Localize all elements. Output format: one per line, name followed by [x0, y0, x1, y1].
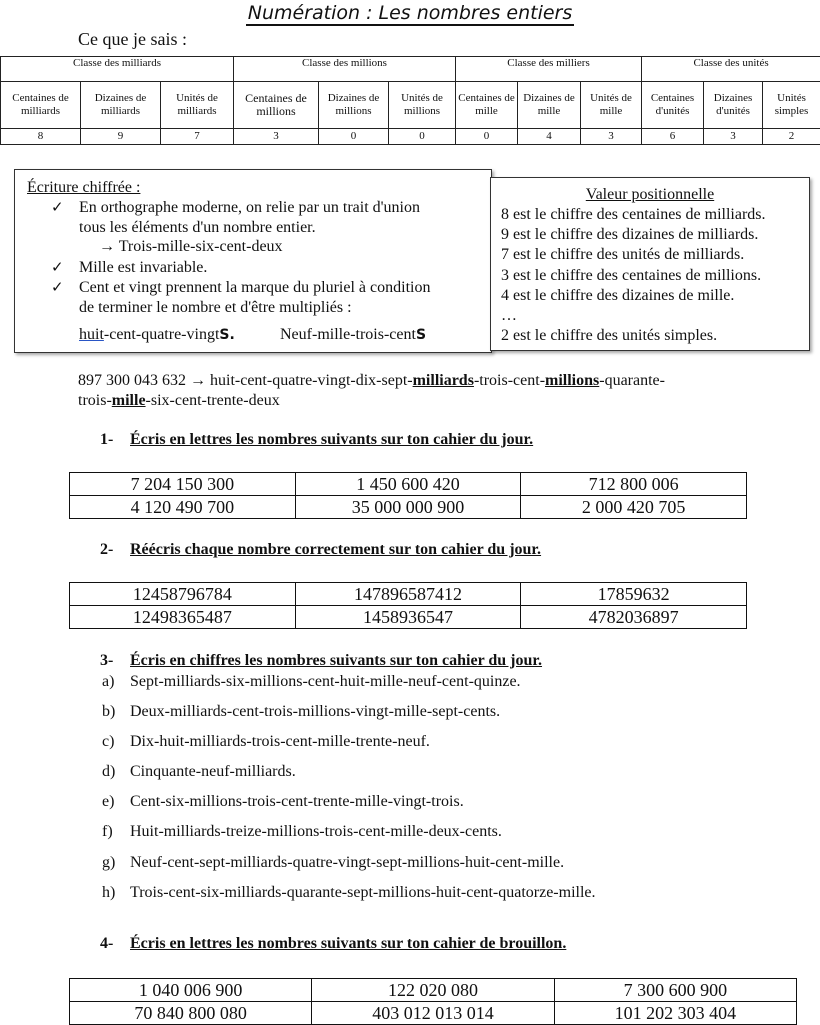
table-cell: 2 000 420 705 — [521, 496, 747, 519]
valeur-positionnelle-box — [490, 177, 810, 351]
column-header: Dizaines d'unités — [704, 82, 763, 129]
list-item: b) Deux-milliards-cent-trois-millions-vingt-mille-sept-cents. — [102, 703, 501, 720]
valeur-line: 9 est le chiffre des dizaines de milliards. — [501, 226, 759, 243]
list-item: h) Trois-cent-six-milliards-quarante-sept-millions-huit-cent-quatorze-mille. — [102, 884, 596, 901]
table-row — [70, 473, 747, 496]
table-row — [70, 496, 747, 519]
digit-cell: 6 — [642, 129, 704, 145]
ecriture-chiffree-box — [14, 169, 492, 353]
arrow-icon: → — [190, 372, 206, 389]
digit-cell: 0 — [319, 129, 389, 145]
rule-3-line-1: Cent et vingt prennent la marque du pluriel à condition — [79, 279, 431, 296]
table-cell: 1 040 006 900 — [70, 979, 312, 1002]
class-header: Classe des unités — [642, 57, 820, 82]
list-item: g) Neuf-cent-sept-milliards-quatre-vingt-sept-millions-huit-cent-mille. — [102, 854, 565, 871]
table-cell: 4 120 490 700 — [70, 496, 296, 519]
check-icon: ✓ — [51, 280, 64, 296]
table-row — [70, 979, 797, 1002]
table-cell: 12458796784 — [70, 583, 296, 606]
list-item: a) Sept-milliards-six-millions-cent-huit-mille-neuf-cent-quinze. — [102, 673, 521, 690]
question-1-heading: 1- Écris en lettres les nombres suivants sur ton cahier du jour. — [100, 431, 534, 448]
digit-cell: 2 — [763, 129, 820, 145]
list-item: e) Cent-six-millions-trois-cent-trente-mille-vingt-trois. — [102, 793, 464, 810]
valeur-line: 3 est le chiffre des centaines de millions. — [501, 267, 762, 284]
digit-cell: 0 — [389, 129, 456, 145]
column-header: Centaines d'unités — [642, 82, 704, 129]
table-cell: 1458936547 — [295, 606, 521, 629]
column-header: Centaines de millions — [234, 82, 319, 129]
table-cell: 101 202 303 404 — [554, 1002, 796, 1025]
table-cell: 712 800 006 — [521, 473, 747, 496]
table-cell: 17859632 — [521, 583, 747, 606]
question-3-heading: 3- Écris en chiffres les nombres suivants sur ton cahier du jour. — [100, 652, 543, 669]
column-header: Dizaines de milliards — [81, 82, 161, 129]
table-cell: 70 840 800 080 — [70, 1002, 312, 1025]
rule-1-line-2: tous les éléments d'un nombre entier. — [79, 219, 316, 236]
question-2-heading: 2- Réécris chaque nombre correctement sur ton cahier du jour. — [100, 541, 542, 558]
column-header: Dizaines de mille — [518, 82, 581, 129]
list-item: d) Cinquante-neuf-milliards. — [102, 763, 296, 780]
column-header: Centaines de mille — [456, 82, 518, 129]
question-2-table — [69, 582, 747, 629]
table-cell: 7 300 600 900 — [554, 979, 796, 1002]
table-cell: 4782036897 — [521, 606, 747, 629]
class-header: Classe des milliers — [456, 57, 642, 82]
table-cell: 147896587412 — [295, 583, 521, 606]
digit-cell: 0 — [456, 129, 518, 145]
ecriture-heading: Écriture chiffrée : — [27, 179, 141, 196]
plural-example-1: huit-cent-quatre-vingtS. — [79, 326, 235, 343]
class-header: Classe des milliards — [1, 57, 234, 82]
valeur-line: 7 est le chiffre des unités de milliards. — [501, 246, 745, 263]
example-number-in-words: 897 300 043 632 → huit-cent-quatre-vingt-dix-sept-milliards-trois-cent-millions-quarante- trois-mille-six-cent-trente-deux — [78, 372, 665, 409]
rule-1-example: → Trois-mille-six-cent-deux — [99, 238, 283, 255]
question-1-table — [69, 472, 747, 519]
rule-2: Mille est invariable. — [79, 259, 208, 276]
table-cell: 1 450 600 420 — [295, 473, 521, 496]
digit-cell: 8 — [1, 129, 81, 145]
list-item: c) Dix-huit-milliards-trois-cent-mille-trente-neuf. — [102, 733, 430, 750]
list-item: f) Huit-milliards-treize-millions-trois-cent-mille-deux-cents. — [102, 823, 502, 840]
table-cell: 12498365487 — [70, 606, 296, 629]
digit-cell: 3 — [704, 129, 763, 145]
column-header: Unités simples — [763, 82, 820, 129]
digit-cell: 3 — [234, 129, 319, 145]
column-header: Unités de millions — [389, 82, 456, 129]
question-4-table — [69, 978, 797, 1025]
table-cell: 7 204 150 300 — [70, 473, 296, 496]
table-row — [70, 606, 747, 629]
column-header: Dizaines de millions — [319, 82, 389, 129]
column-header: Centaines de milliards — [1, 82, 81, 129]
digit-cell: 9 — [81, 129, 161, 145]
page-title: Numération : Les nombres entiers — [247, 2, 573, 24]
rule-1-line-1: En orthographe moderne, on relie par un trait d'union — [79, 199, 420, 216]
column-header: Unités de mille — [581, 82, 642, 129]
digit-cell: 7 — [161, 129, 234, 145]
plural-example-2: Neuf-mille-trois-centS — [280, 326, 427, 343]
class-header: Classe des millions — [234, 57, 456, 82]
table-row — [70, 583, 747, 606]
question-4-heading: 4- Écris en lettres les nombres suivants sur ton cahier de brouillon. — [100, 935, 567, 952]
check-icon: ✓ — [51, 200, 64, 216]
table-cell: 35 000 000 900 — [295, 496, 521, 519]
valeur-heading: Valeur positionnelle — [585, 186, 715, 203]
table-cell: 122 020 080 — [312, 979, 554, 1002]
digit-cell: 4 — [518, 129, 581, 145]
class-table — [0, 56, 820, 145]
valeur-line: 4 est le chiffre des dizaines de mille. — [501, 287, 735, 304]
valeur-line: … — [501, 307, 517, 324]
table-cell: 403 012 013 014 — [312, 1002, 554, 1025]
digit-cell: 3 — [581, 129, 642, 145]
subtitle: Ce que je sais : — [78, 29, 187, 49]
column-header: Unités de milliards — [161, 82, 234, 129]
valeur-line: 2 est le chiffre des unités simples. — [501, 327, 718, 344]
valeur-line: 8 est le chiffre des centaines de milliards. — [501, 206, 766, 223]
check-icon: ✓ — [51, 260, 64, 276]
table-row — [70, 1002, 797, 1025]
underlined-word: huit — [79, 326, 104, 343]
rule-3-line-2: de terminer le nombre et d'être multipliés : — [79, 299, 352, 316]
